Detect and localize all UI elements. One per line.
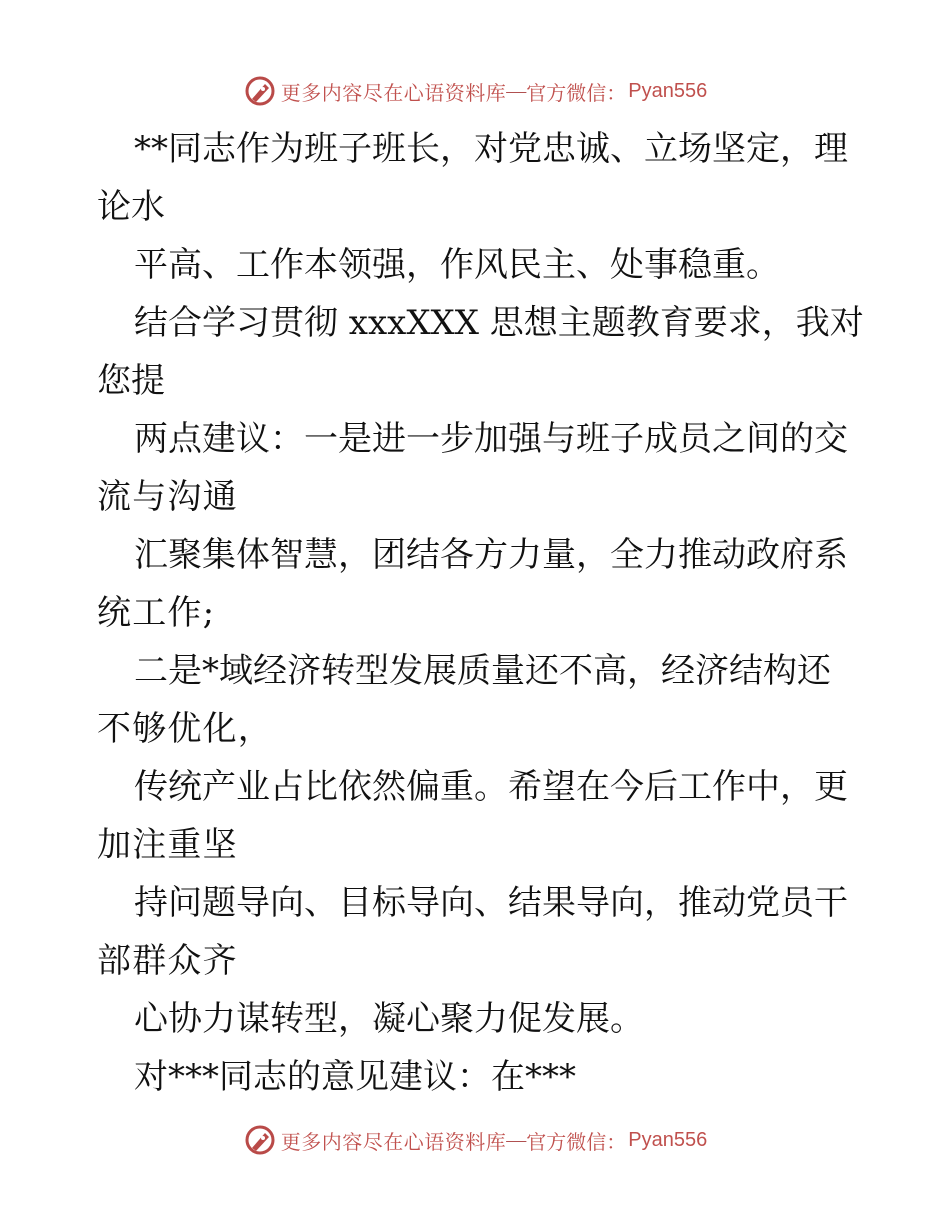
wechat-label: 官方微信： xyxy=(526,80,627,105)
body-line: 不够优化， xyxy=(97,709,273,749)
body-line: 您提 xyxy=(97,361,165,401)
body-line: 平高、工作本领强，作风民主、处事稳重。 xyxy=(134,245,780,285)
body-line: **同志作为班子班长，对党忠诚、立场坚定，理 xyxy=(134,129,848,169)
body-line: 持问题导向、目标导向、结果导向，推动党员干 xyxy=(134,883,848,923)
body-line: 统工作; xyxy=(97,593,216,633)
header-watermark xyxy=(0,71,950,111)
body-line: 加注重坚 xyxy=(97,825,238,865)
body-line: 对***同志的意见建议：在*** xyxy=(134,1057,576,1097)
wechat-id: Pyan556 xyxy=(628,1128,708,1151)
body-line: 传统产业占比依然偏重。希望在今后工作中，更 xyxy=(134,767,848,807)
body-line: 汇聚集体智慧，团结各方力量，全力推动政府系 xyxy=(134,535,848,575)
banner-dash: — xyxy=(506,1128,527,1151)
wechat-label: 官方微信： xyxy=(526,1129,627,1154)
body-line: 心协力谋转型，凝心聚力促发展。 xyxy=(134,999,644,1039)
pen-nib-logo-icon xyxy=(243,74,277,108)
body-line: 二是*域经济转型发展质量还不高，经济结构还 xyxy=(134,651,831,691)
body-line: 结合学习贯彻 xxxXXX 思想主题教育要求，我对 xyxy=(134,303,864,343)
body-line: 部群众齐 xyxy=(97,941,238,981)
footer-watermark xyxy=(0,1120,950,1160)
body-line: 两点建议：一是进一步加强与班子成员之间的交 xyxy=(134,419,848,459)
pen-nib-logo-icon xyxy=(243,1123,277,1157)
site-name: 更多内容尽在心语资料库 xyxy=(280,1131,507,1154)
site-name: 更多内容尽在心语资料库 xyxy=(280,82,507,105)
banner-dash: — xyxy=(506,79,527,102)
body-line: 论水 xyxy=(97,187,165,227)
body-line: 流与沟通 xyxy=(97,477,238,517)
wechat-id: Pyan556 xyxy=(628,79,708,102)
document-body xyxy=(97,120,864,1106)
